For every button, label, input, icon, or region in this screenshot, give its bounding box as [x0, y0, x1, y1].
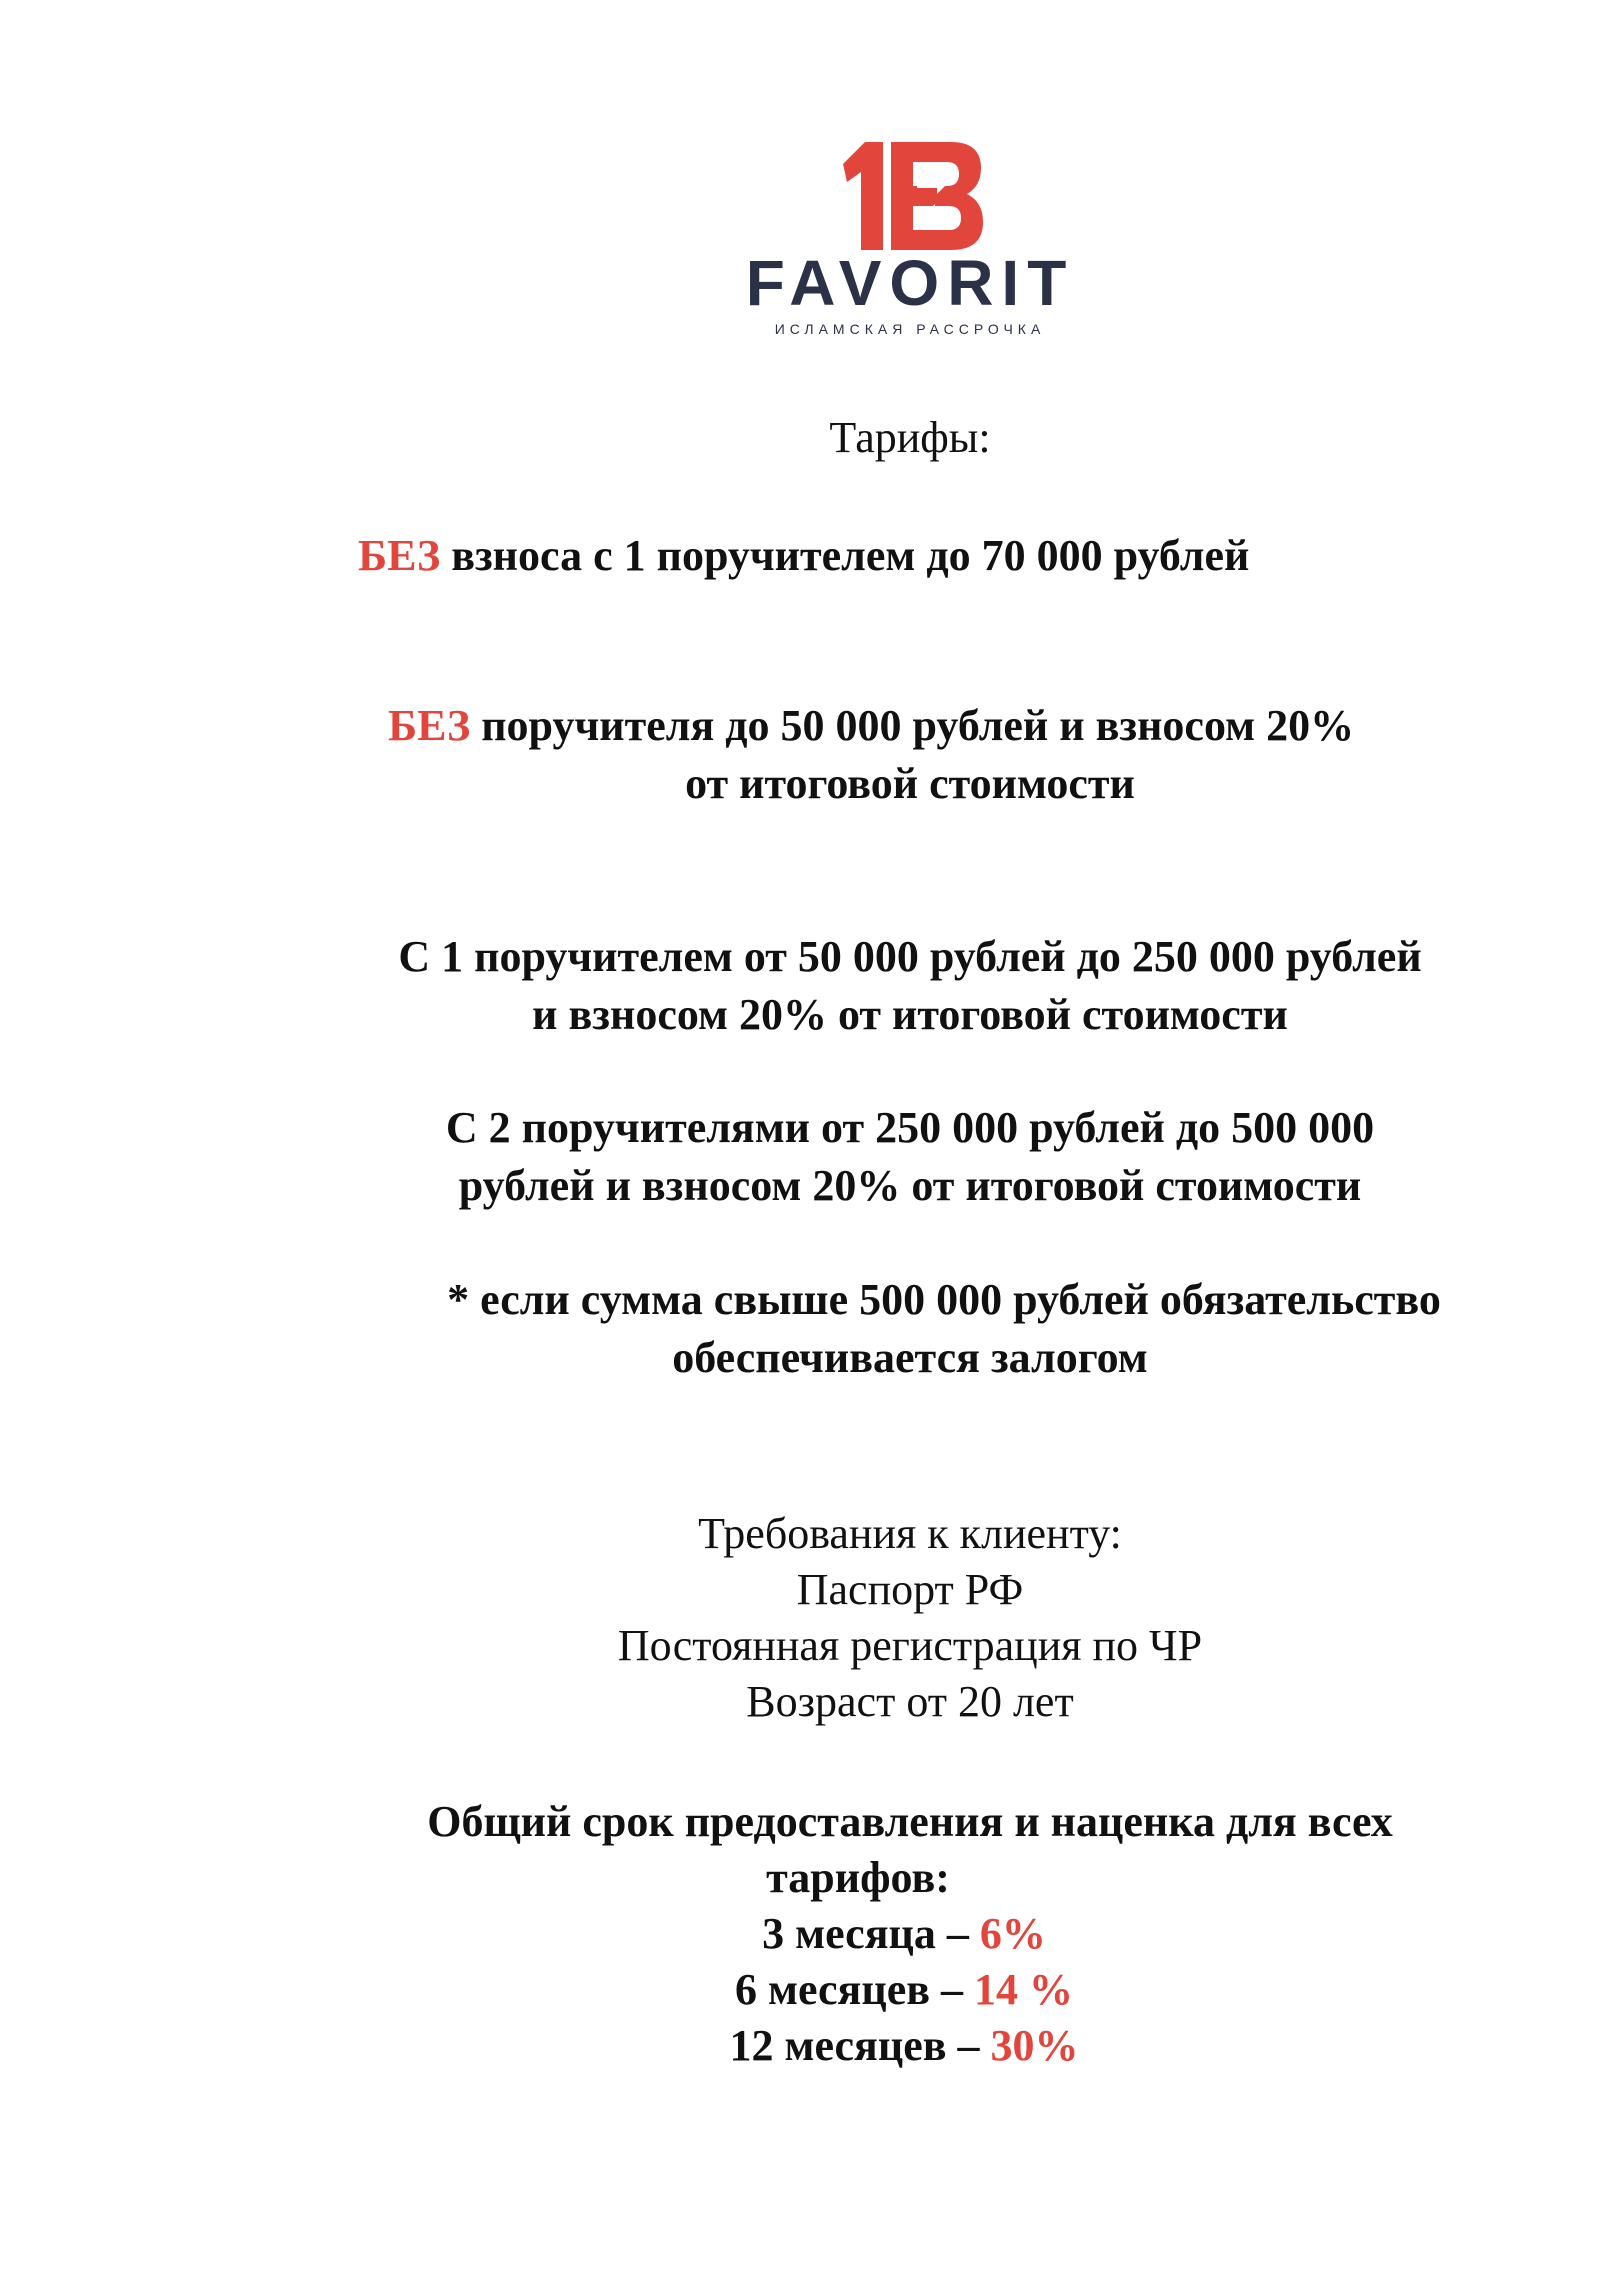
requirement-item: Постоянная регистрация по ЧР [617, 1621, 1203, 1670]
collateral-note-line-1: * если сумма свыше 500 000 рублей обязательство [447, 1275, 1441, 1324]
tariffs-heading: Тарифы: [829, 413, 991, 462]
term-row [0, 2018, 1606, 2074]
term-row [0, 1906, 1606, 1962]
requirements-heading: Требования к клиенту: [698, 1509, 1122, 1558]
tariff-4-line-2: рублей и взносом 20% от итоговой стоимости [458, 1161, 1362, 1210]
term-row [0, 1962, 1606, 2018]
tariff-1-text: взноса с 1 поручителем до 70 000 рублей [440, 531, 1250, 580]
tariff-2-line-1 [388, 698, 1354, 754]
logo-tagline: ИСЛАМСКАЯ РАССРОЧКА [774, 321, 1046, 337]
tariff-2-text: поручителя до 50 000 рублей и взносом 20% [470, 701, 1355, 750]
requirement-item: Возраст от 20 лет [746, 1677, 1074, 1726]
logo-wordmark: FAVORIT [745, 247, 1075, 319]
term-markup: 14 % [974, 1965, 1073, 2014]
term-period: 12 месяцев – [729, 2021, 991, 2070]
requirement-item: Паспорт РФ [796, 1565, 1024, 1614]
tariff-3-line-2: и взносом 20% от итоговой стоимости [532, 990, 1288, 1039]
term-period: 6 месяцев – [734, 1965, 974, 2014]
tariff-4-line-1: С 2 поручителями от 250 000 рублей до 500 000 [445, 1103, 1375, 1152]
tariff-1 [358, 528, 1249, 584]
term-markup: 6% [979, 1909, 1046, 1958]
term-period: 3 месяца – [762, 1909, 980, 1958]
term-markup: 30% [990, 2021, 1079, 2070]
tariff-2-highlight: БЕЗ [388, 701, 471, 750]
tariff-1-highlight: БЕЗ [358, 531, 441, 580]
tariff-2-line-2: от итоговой стоимости [685, 759, 1135, 808]
tariff-3-line-1: С 1 поручителем от 50 000 рублей до 250 000 рублей [398, 932, 1422, 981]
terms-heading-line-2: тарифов: [766, 1853, 950, 1902]
terms-heading-line-1: Общий срок предоставления и наценка для всех [427, 1797, 1393, 1846]
collateral-note-line-2: обеспечивается залогом [672, 1333, 1148, 1382]
favorit-logo [700, 128, 1120, 358]
logo-mark-icon [843, 142, 983, 250]
